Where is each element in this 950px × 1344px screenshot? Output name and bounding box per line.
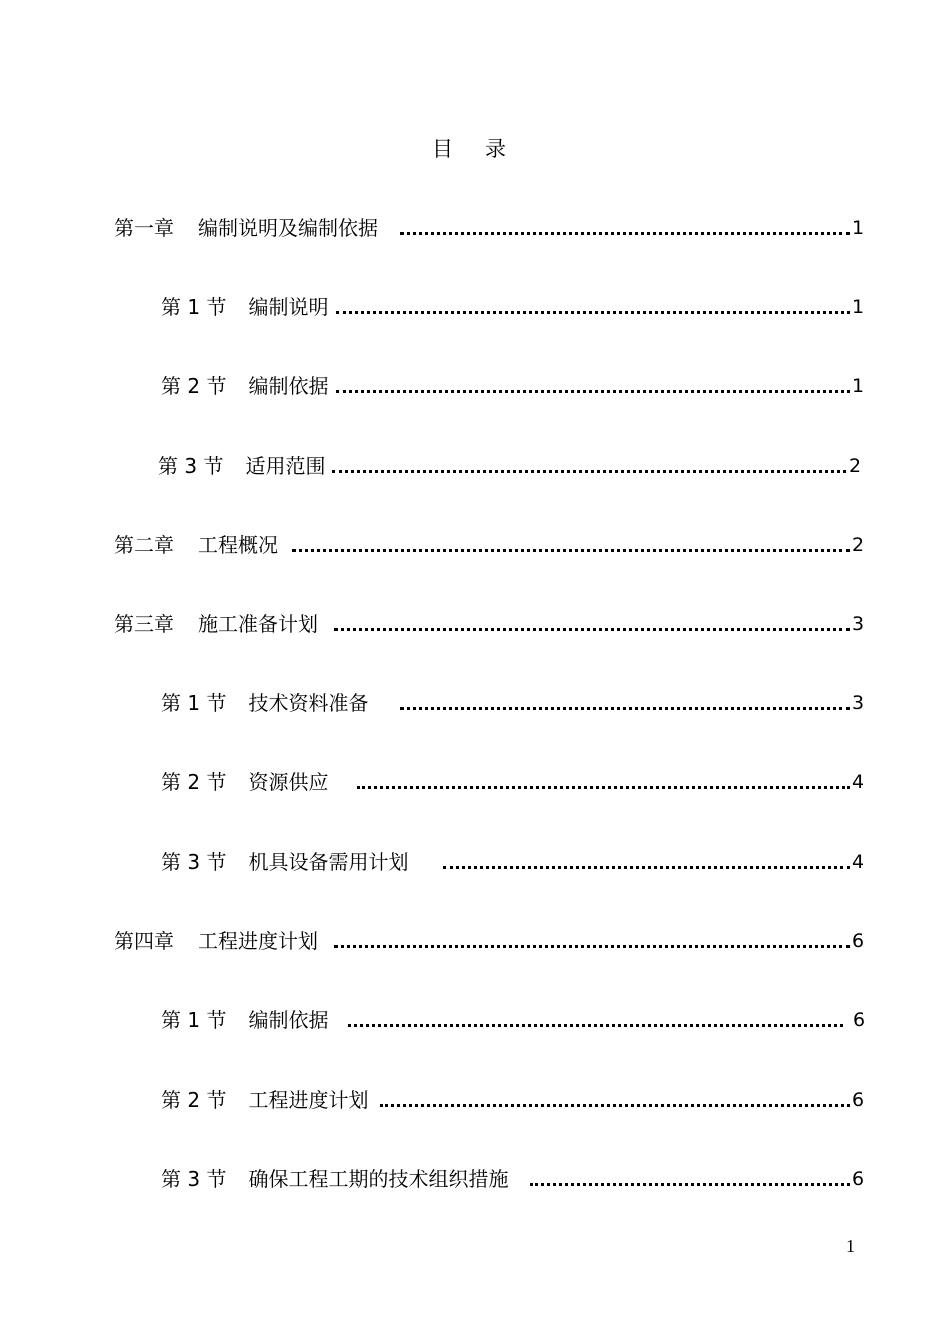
toc-entry-number: 第 1 节 <box>161 691 227 715</box>
toc-leader-dots <box>292 549 850 552</box>
toc-entry-number: 第三章 <box>114 612 174 636</box>
toc-entry-number: 第 2 节 <box>161 770 227 794</box>
toc-entry-title: 技术资料准备 <box>248 691 369 715</box>
toc-leader-dots <box>332 470 846 473</box>
toc-entry-section[interactable] <box>0 1085 950 1115</box>
toc-entry-title: 适用范围 <box>245 454 326 478</box>
toc-entry-chapter[interactable] <box>0 213 950 243</box>
toc-entry-section[interactable] <box>0 767 950 797</box>
toc-entry-page: 1 <box>851 296 865 318</box>
toc-leader-dots <box>336 311 850 314</box>
toc-leader-dots <box>530 1183 850 1186</box>
toc-entry-page: 2 <box>851 534 865 556</box>
toc-entry-page: 1 <box>851 375 865 397</box>
toc-entry-page: 6 <box>851 1089 865 1111</box>
toc-entry-page: 3 <box>851 613 865 635</box>
page-number: 1 <box>846 1236 855 1256</box>
toc-entry-number: 第 3 节 <box>161 1167 227 1191</box>
toc-entry-title: 工程进度计划 <box>198 929 318 953</box>
toc-entry-page: 4 <box>851 851 865 873</box>
toc-entry-page: 6 <box>851 1168 865 1190</box>
toc-entry-number: 第 2 节 <box>161 374 227 398</box>
toc-entry-title: 资源供应 <box>248 770 329 794</box>
toc-entry-page: 6 <box>851 930 865 952</box>
toc-entry-number: 第二章 <box>114 533 174 557</box>
toc-entry-number: 第一章 <box>114 216 174 240</box>
toc-leader-dots <box>348 1024 843 1027</box>
toc-entry-title: 编制说明及编制依据 <box>198 216 378 240</box>
toc-entry-title: 编制依据 <box>248 374 329 398</box>
toc-entry-number: 第 3 节 <box>158 454 224 478</box>
toc-entry-title: 编制说明 <box>248 295 329 319</box>
toc-entry-section[interactable] <box>0 1005 950 1035</box>
toc-entry-page: 4 <box>851 771 865 793</box>
toc-leader-dots <box>400 232 850 235</box>
toc-leader-dots <box>334 628 850 631</box>
toc-leader-dots <box>380 1104 850 1107</box>
toc-leader-dots <box>357 786 850 789</box>
toc-leader-dots <box>400 707 850 710</box>
toc-entry-title: 编制依据 <box>248 1008 329 1032</box>
toc-entry-section[interactable] <box>0 688 950 718</box>
toc-leader-dots <box>443 866 850 869</box>
toc-entry-number: 第 1 节 <box>161 1008 227 1032</box>
toc-title: 目录 <box>432 137 538 161</box>
toc-entry-number: 第 1 节 <box>161 295 227 319</box>
toc-entry-number: 第 2 节 <box>161 1088 227 1112</box>
toc-entry-section[interactable] <box>0 847 950 877</box>
toc-entry-chapter[interactable] <box>0 926 950 956</box>
toc-entry-chapter[interactable] <box>0 530 950 560</box>
toc-leader-dots <box>334 945 850 948</box>
toc-entry-title: 机具设备需用计划 <box>248 850 409 874</box>
toc-entry-section[interactable] <box>0 371 950 401</box>
toc-entry-section[interactable] <box>0 1164 950 1194</box>
toc-entry-number: 第 3 节 <box>161 850 227 874</box>
toc-leader-dots <box>336 390 850 393</box>
toc-entry-page: 2 <box>848 455 862 477</box>
toc-entry-page: 1 <box>851 217 865 239</box>
toc-entry-title: 工程进度计划 <box>248 1088 369 1112</box>
toc-entry-section[interactable] <box>0 451 950 481</box>
toc-entry-section[interactable] <box>0 292 950 322</box>
toc-entry-page: 6 <box>852 1009 866 1031</box>
toc-entry-title: 确保工程工期的技术组织措施 <box>248 1167 509 1191</box>
toc-entry-page: 3 <box>851 692 865 714</box>
toc-entry-chapter[interactable] <box>0 609 950 639</box>
toc-entry-number: 第四章 <box>114 929 174 953</box>
toc-entry-title: 工程概况 <box>198 533 278 557</box>
toc-entry-title: 施工准备计划 <box>198 612 318 636</box>
